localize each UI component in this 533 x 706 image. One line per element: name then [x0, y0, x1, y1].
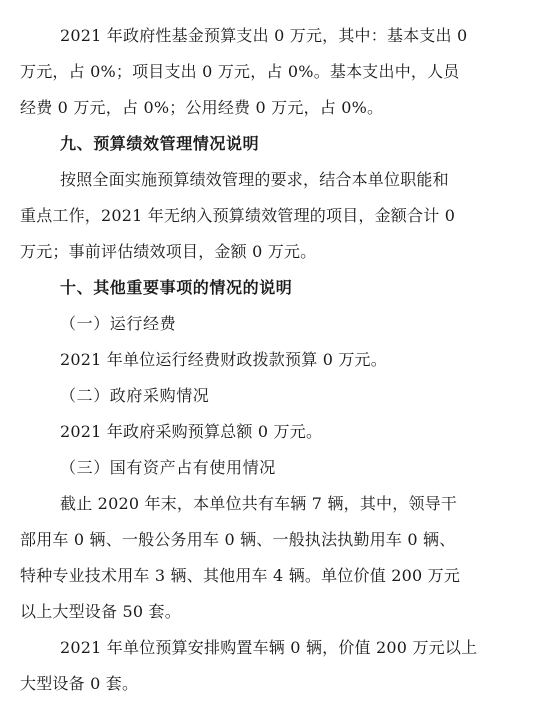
performance-line-1: 按照全面实施预算绩效管理的要求，结合本单位职能和 [60, 170, 449, 189]
subsection-procurement-heading: （二）政府采购情况 [60, 386, 210, 405]
subsection-operating-funds-heading: （一）运行经费 [60, 314, 177, 333]
subsection-state-assets-heading: （三）国有资产占有使用情况 [60, 458, 276, 477]
operating-funds-line: 2021 年单位运行经费财政拨款预算 0 万元。 [60, 350, 387, 369]
purchase-plan-line-1: 2021 年单位预算安排购置车辆 0 辆，价值 200 万元以上 [60, 638, 478, 657]
section-9-heading: 九、预算绩效管理情况说明 [60, 134, 260, 153]
assets-line-1: 截止 2020 年末，本单位共有车辆 7 辆，其中，领导干 [60, 494, 458, 513]
assets-line-2: 部用车 0 辆、一般公务用车 0 辆、一般执法执勤用车 0 辆、 [20, 530, 456, 549]
performance-line-2: 重点工作，2021 年无纳入预算绩效管理的项目，金额合计 0 [20, 206, 456, 225]
performance-line-3: 万元；事前评估绩效项目，金额 0 万元。 [20, 242, 317, 261]
assets-line-3: 特种专业技术用车 3 辆、其他用车 4 辆。单位价值 200 万元 [20, 566, 461, 585]
fund-expenditure-line-2: 万元，占 0%；项目支出 0 万元，占 0%。基本支出中，人员 [20, 62, 460, 81]
assets-line-4: 以上大型设备 50 套。 [20, 602, 181, 621]
section-10-heading: 十、其他重要事项的情况的说明 [60, 278, 293, 297]
fund-expenditure-line-1: 2021 年政府性基金预算支出 0 万元，其中：基本支出 0 [60, 26, 468, 45]
fund-expenditure-line-3: 经费 0 万元，占 0%；公用经费 0 万元，占 0%。 [20, 98, 384, 117]
procurement-line: 2021 年政府采购预算总额 0 万元。 [60, 422, 323, 441]
purchase-plan-line-2: 大型设备 0 套。 [20, 674, 139, 693]
